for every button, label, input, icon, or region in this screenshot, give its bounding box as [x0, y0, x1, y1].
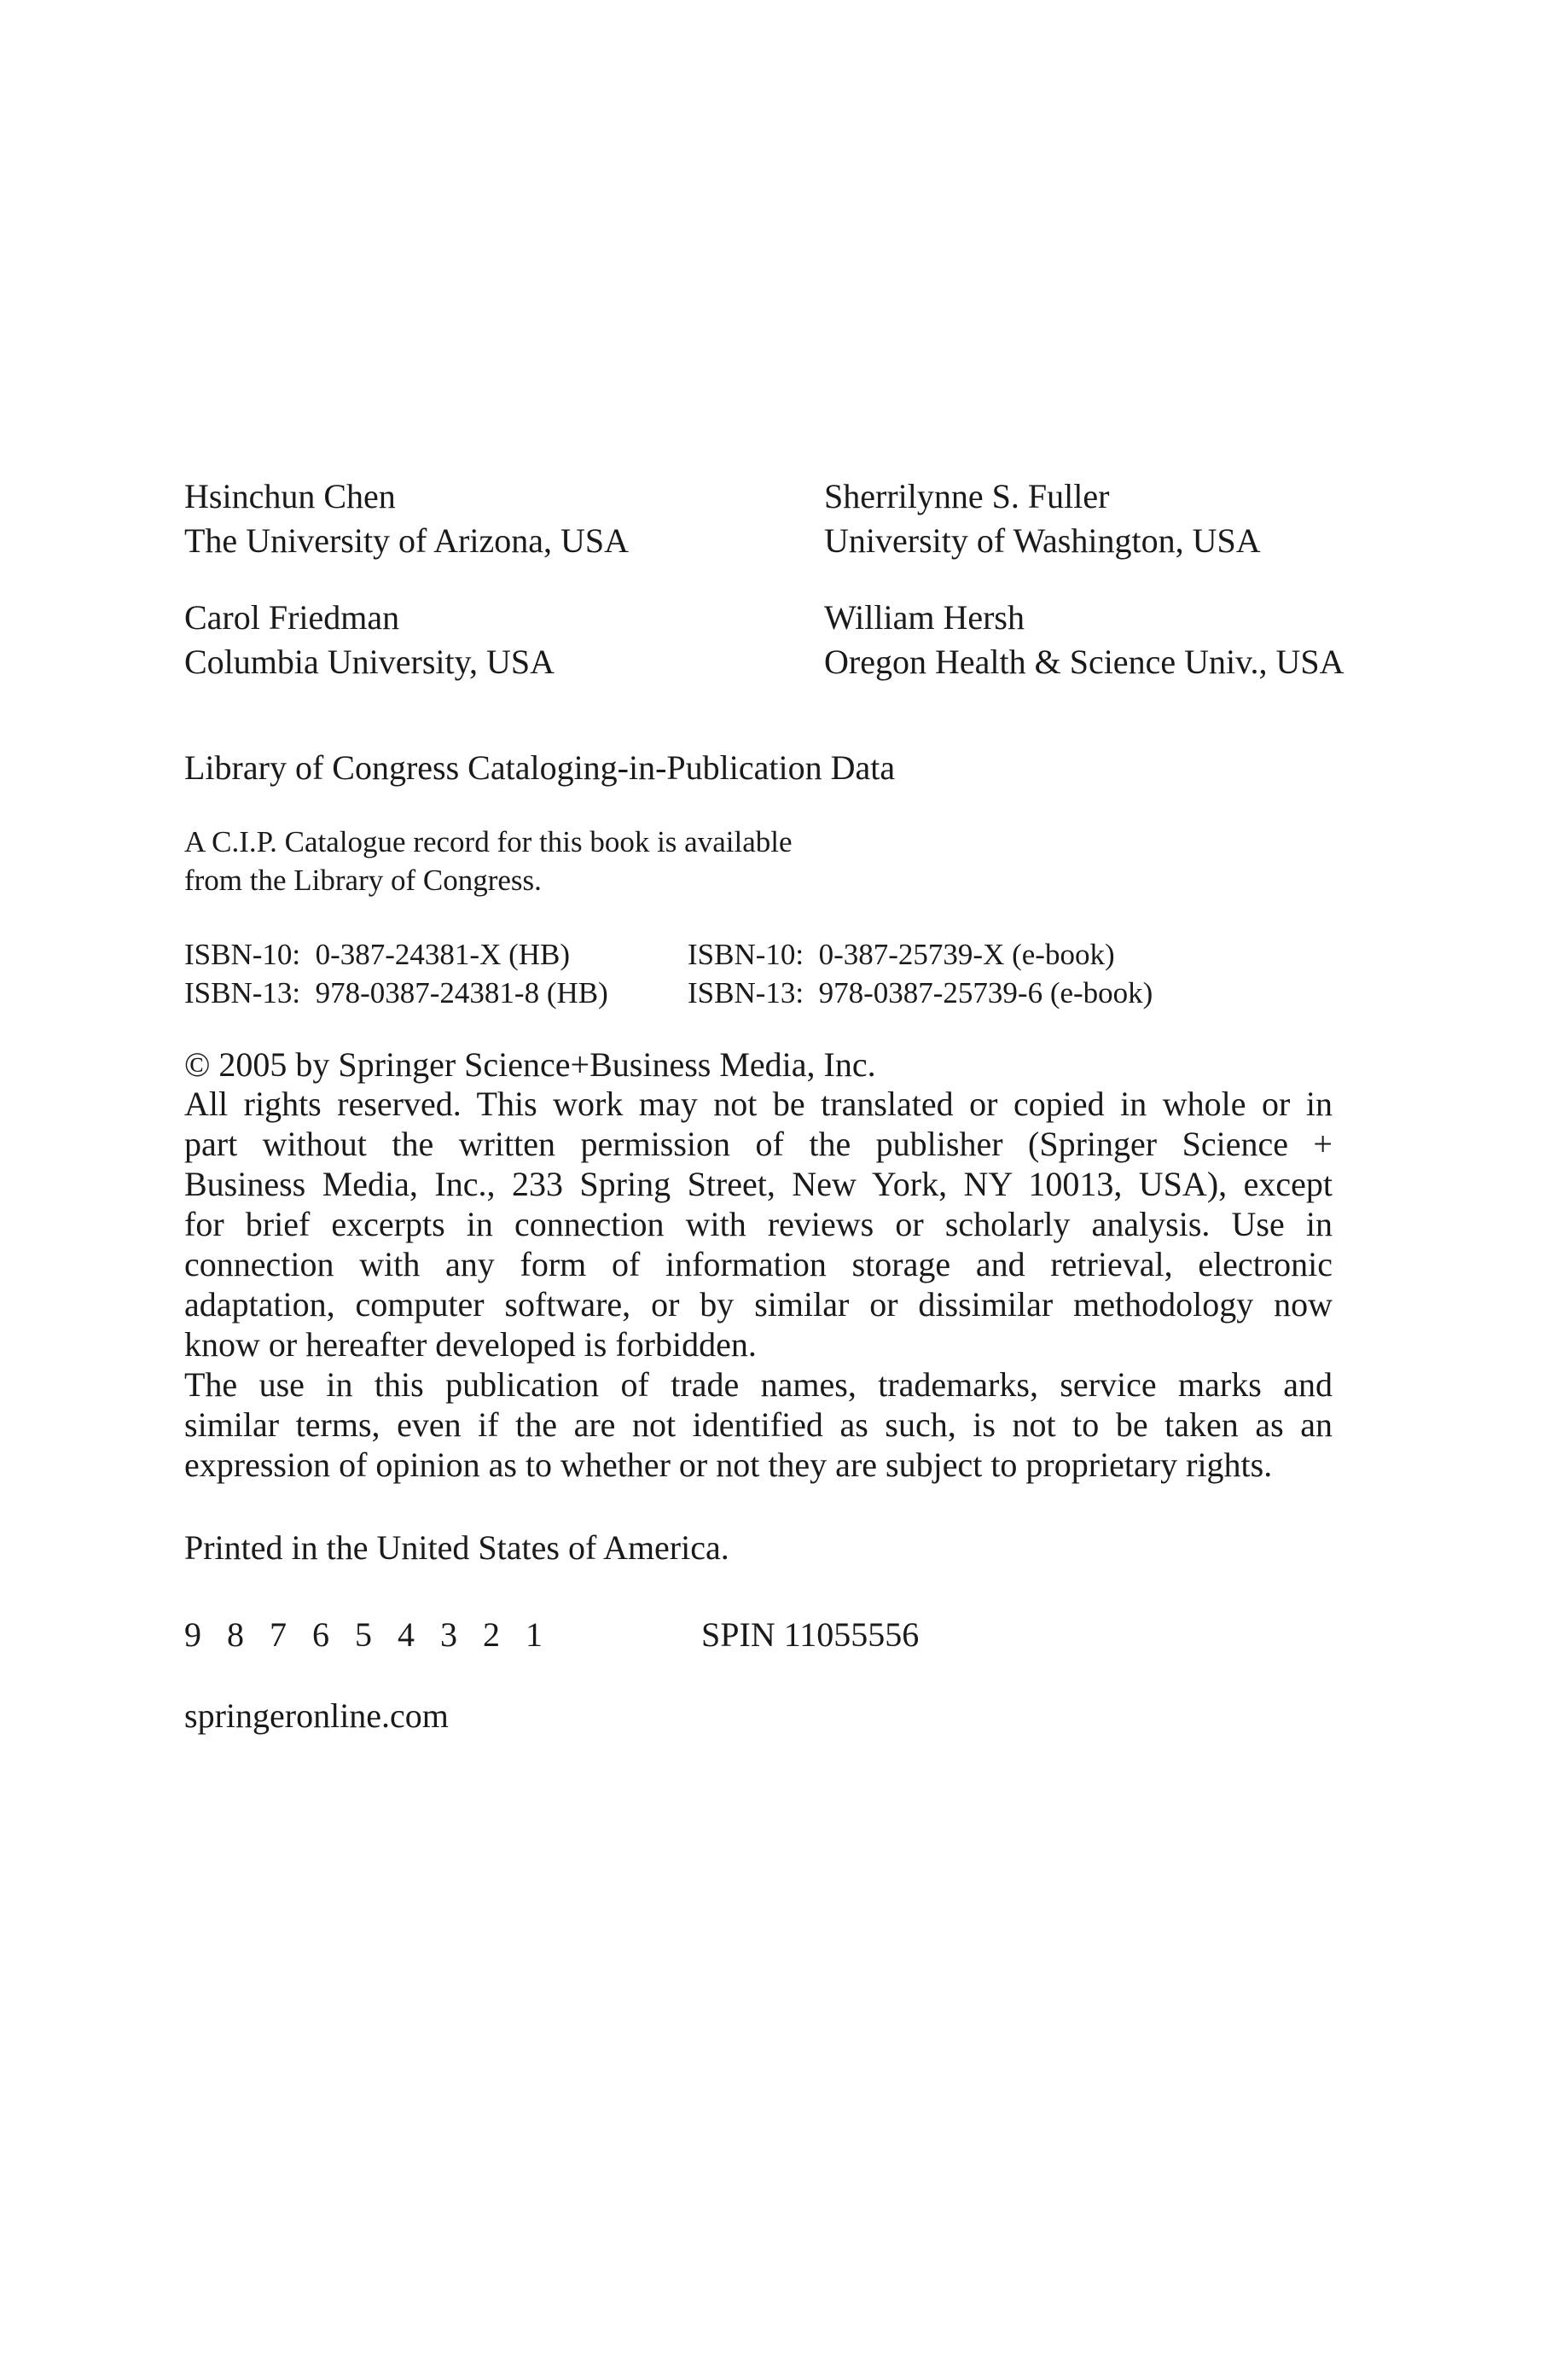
rights-line: Business Media, Inc., 233 Spring Street, New York, NY 10013, USA), except [184, 1165, 1333, 1203]
rights-line: adaptation, computer software, or by similar or dissimilar methodology now [184, 1285, 1333, 1324]
trademark-paragraph [184, 1364, 1333, 1485]
rights-paragraph [184, 1084, 1333, 1364]
trademark-line: expression of opinion as to whether or not they are subject to proprietary rights. [184, 1446, 1273, 1484]
website: springeronline.com [184, 1696, 449, 1735]
isbn-label: ISBN-10: [688, 938, 804, 971]
rights-line: know or hereafter developed is forbidden. [184, 1325, 757, 1364]
isbn-label: ISBN-13: [688, 976, 804, 1009]
trademark-line: similar terms, even if the are not identified as such, is not to be taken as an [184, 1405, 1333, 1444]
author-name: Carol Friedman [184, 598, 400, 637]
cip-heading: Library of Congress Cataloging-in-Publication Data [184, 748, 896, 787]
isbn-10-ebook [688, 935, 1153, 974]
isbn-value: 0-387-25739-X (e-book) [818, 938, 1115, 971]
printed-in: Printed in the United States of America. [184, 1528, 729, 1567]
isbn-label: ISBN-13: [184, 976, 301, 1009]
author-affiliation: The University of Arizona, USA [184, 521, 630, 560]
isbn-ebook [688, 935, 1153, 1012]
author-affiliation: Columbia University, USA [184, 643, 555, 681]
isbn-value: 978-0387-25739-6 (e-book) [818, 976, 1153, 1009]
author-name: Sherrilynne S. Fuller [824, 477, 1110, 515]
rights-line: connection with any form of information storage and retrieval, electronic [184, 1245, 1333, 1283]
author-affiliation: University of Washington, USA [824, 521, 1261, 560]
rights-line: for brief excerpts in connection with reviews or scholarly analysis. Use in [184, 1205, 1333, 1243]
spin-number: SPIN 11055556 [701, 1615, 920, 1654]
trademark-line: The use in this publication of trade names, trademarks, service marks and [184, 1365, 1333, 1404]
author-carol-friedman [184, 596, 555, 684]
cip-record [184, 823, 793, 899]
author-sherrilynne-fuller [824, 474, 1261, 563]
printing-line: 9 8 7 6 5 4 3 2 1 [184, 1615, 551, 1654]
isbn-13-ebook [688, 974, 1153, 1012]
isbn-13-hb [184, 974, 608, 1012]
rights-line: All rights reserved. This work may not be translated or copied in whole or in [184, 1085, 1333, 1123]
isbn-value: 978-0387-24381-8 (HB) [315, 976, 608, 1009]
isbn-hb [184, 935, 608, 1012]
isbn-10-hb [184, 935, 608, 974]
copyright-notice: © 2005 by Springer Science+Business Media, Inc. [184, 1045, 876, 1084]
author-name: Hsinchun Chen [184, 477, 396, 515]
isbn-label: ISBN-10: [184, 938, 301, 971]
author-affiliation: Oregon Health & Science Univ., USA [824, 643, 1344, 681]
cip-record-line: A C.I.P. Catalogue record for this book is available [184, 825, 793, 858]
author-hsinchun-chen [184, 474, 629, 563]
rights-line: part without the written permission of the publisher (Springer Science + [184, 1125, 1333, 1163]
cip-record-line: from the Library of Congress. [184, 864, 542, 897]
author-name: William Hersh [824, 598, 1025, 637]
author-william-hersh [824, 596, 1344, 684]
isbn-value: 0-387-24381-X (HB) [315, 938, 571, 971]
